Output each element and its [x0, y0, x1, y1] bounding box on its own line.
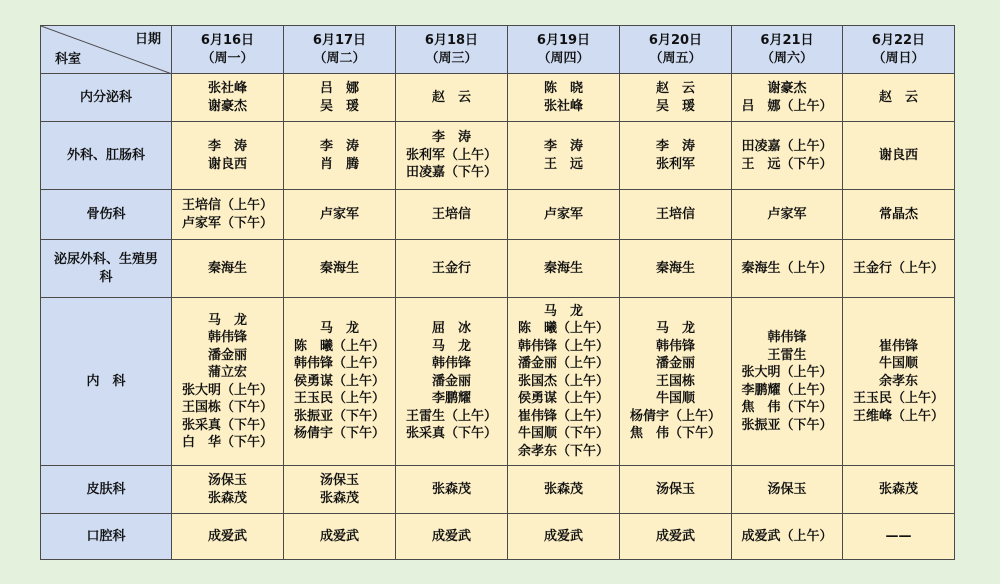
doctor-name: 成爱武（上午） [741, 528, 833, 544]
doctor-name: 赵 云 [878, 89, 918, 105]
department-name-line: 口腔科 [86, 528, 126, 544]
duty-cell [172, 190, 284, 240]
day-header [843, 26, 955, 74]
duty-cell [396, 190, 508, 240]
doctor-name: 王雷生 [767, 347, 807, 363]
department-name-line: 科 [99, 269, 113, 285]
doctor-name: 马 龙 [319, 321, 359, 337]
duty-cell [396, 122, 508, 190]
doctor-name: 杨倩宇（上午） [629, 408, 721, 424]
doctor-name: 潘金丽（上午） [517, 356, 609, 372]
doctor-name: 侯勇谋（上午） [293, 373, 385, 389]
duty-cell [620, 190, 732, 240]
duty-cell [843, 240, 955, 298]
department-name-line: 外科、肛肠科 [66, 147, 145, 163]
doctor-name: 崔伟锋（上午） [517, 408, 609, 424]
doctor-name: 马 龙 [207, 312, 247, 328]
duty-cell [172, 122, 284, 190]
doctor-name: 王国栋 [655, 373, 695, 389]
doctor-name: 王 远 [543, 156, 583, 172]
doctor-name: 张社峰 [543, 98, 583, 114]
doctor-name: 余孝东 [878, 373, 918, 389]
doctor-name: 成爱武 [319, 528, 359, 544]
doctor-name: 成爱武 [207, 528, 247, 544]
doctor-name: 秦海生 [319, 260, 359, 276]
doctor-name: 汤保玉 [767, 481, 807, 497]
doctor-name: 张采真（下午） [405, 426, 497, 442]
department-name-line: 内 科 [86, 373, 126, 389]
duty-cell [620, 514, 732, 560]
corner-date-label: 日期 [134, 32, 161, 47]
day-weekday: （周二） [313, 50, 366, 66]
doctor-name: 陈 曦（上午） [517, 321, 609, 337]
doctor-name: 谢良西 [207, 156, 247, 172]
day-weekday: （周五） [649, 50, 702, 66]
doctor-name: 谢豪杰 [207, 98, 247, 114]
doctor-name: 张森茂 [878, 481, 918, 497]
day-header [396, 26, 508, 74]
doctor-name: 蒲立宏 [207, 365, 247, 380]
doctor-name: 余孝东（下午） [517, 443, 609, 459]
doctor-name: 王玉民（上午） [293, 391, 385, 407]
doctor-name: 白 华（下午） [181, 435, 273, 450]
doctor-name: 田凌嘉（上午） [741, 139, 833, 154]
doctor-name: 卢家军 [543, 206, 583, 222]
duty-cell [396, 466, 508, 514]
duty-cell [732, 190, 843, 240]
duty-cell [843, 74, 955, 122]
doctor-name: 秦海生 [543, 260, 583, 276]
department-name [41, 514, 172, 560]
duty-cell [284, 298, 396, 466]
doctor-name: 侯勇谋（上午） [517, 391, 609, 407]
day-weekday: （周四） [537, 50, 590, 66]
doctor-name: —— [885, 528, 912, 544]
doctor-name: 王培信（上午） [181, 198, 273, 213]
doctor-name: 张利军（上午） [405, 147, 497, 163]
duty-cell [843, 514, 955, 560]
doctor-name: 谢豪杰 [767, 81, 807, 96]
doctor-name: 李鹏耀（上午） [741, 382, 833, 398]
doctor-name: 赵 云 [655, 81, 695, 96]
duty-cell [172, 240, 284, 298]
department-name-line: 骨伤科 [86, 206, 126, 222]
duty-cell [172, 74, 284, 122]
department-name [41, 122, 172, 190]
day-header [508, 26, 620, 74]
duty-cell [284, 74, 396, 122]
duty-cell [732, 514, 843, 560]
doctor-name: 张大明（上午） [741, 365, 833, 380]
doctor-name: 焦 伟（下午） [741, 400, 833, 415]
doctor-name: 卢家军 [319, 206, 359, 222]
day-header [732, 26, 843, 74]
doctor-name: 牛国顺（下午） [517, 426, 609, 442]
doctor-name: 韩伟锋 [767, 330, 807, 345]
doctor-name: 张振亚（下午） [293, 408, 385, 424]
doctor-name: 张社峰 [207, 81, 247, 96]
duty-cell [396, 514, 508, 560]
doctor-name: 王培信 [655, 206, 695, 222]
duty-cell [508, 466, 620, 514]
doctor-name: 韩伟锋 [207, 330, 247, 345]
doctor-name: 赵 云 [431, 89, 471, 105]
duty-cell [620, 240, 732, 298]
department-name [41, 240, 172, 298]
day-date: 6月19日 [536, 33, 591, 48]
duty-cell [508, 240, 620, 298]
doctor-name: 张森茂 [207, 490, 247, 506]
duty-cell [843, 298, 955, 466]
doctor-name: 陈 晓 [543, 81, 583, 96]
doctor-name: 潘金丽 [431, 373, 471, 389]
doctor-name: 汤保玉 [655, 481, 695, 497]
day-date: 6月22日 [871, 33, 926, 48]
department-row [41, 74, 955, 122]
doctor-name: 王培信 [431, 206, 471, 222]
doctor-name: 马 龙 [431, 338, 471, 354]
doctor-name: 李 涛 [319, 139, 359, 154]
day-weekday: （周日） [872, 50, 925, 66]
doctor-name: 谢良西 [878, 147, 918, 163]
duty-cell [396, 74, 508, 122]
duty-cell [732, 74, 843, 122]
doctor-name: 成爱武 [431, 528, 471, 544]
doctor-name: 王 远（下午） [741, 156, 833, 172]
doctor-name: 牛国顺 [655, 391, 695, 407]
duty-cell [396, 240, 508, 298]
duty-cell [396, 298, 508, 466]
duty-cell [284, 466, 396, 514]
doctor-name: 陈 曦（上午） [293, 338, 385, 354]
department-name [41, 466, 172, 514]
doctor-name: 马 龙 [543, 303, 583, 319]
duty-cell [284, 190, 396, 240]
doctor-name: 吕 娜 [319, 81, 359, 96]
duty-cell [508, 514, 620, 560]
day-weekday: （周一） [201, 50, 254, 66]
duty-cell [508, 298, 620, 466]
doctor-name: 吴 瑗 [319, 98, 359, 114]
duty-cell [284, 514, 396, 560]
department-row [41, 122, 955, 190]
duty-cell [172, 514, 284, 560]
doctor-name: 李 涛 [207, 139, 247, 154]
day-date: 6月20日 [648, 33, 703, 48]
duty-cell [284, 122, 396, 190]
day-header [172, 26, 284, 74]
doctor-name: 肖 腾 [319, 156, 359, 172]
doctor-name: 张森茂 [319, 490, 359, 506]
day-date: 6月21日 [760, 33, 814, 48]
day-header [620, 26, 732, 74]
duty-cell [508, 74, 620, 122]
doctor-name: 韩伟锋 [431, 356, 471, 372]
duty-cell [620, 74, 732, 122]
doctor-name: 田凌嘉（下午） [405, 165, 497, 181]
doctor-name: 潘金丽 [655, 356, 695, 372]
doctor-name: 张国杰（上午） [517, 373, 609, 389]
duty-cell [843, 190, 955, 240]
roster-body [41, 74, 955, 560]
day-weekday: （周三） [425, 50, 478, 66]
duty-cell [732, 122, 843, 190]
duty-cell [172, 298, 284, 466]
doctor-name: 成爱武 [655, 528, 695, 544]
doctor-name: 韩伟锋（上午） [517, 338, 609, 354]
duty-cell [843, 122, 955, 190]
doctor-name: 李 涛 [431, 130, 471, 146]
department-name-line: 泌尿外科、生殖男 [53, 252, 158, 267]
day-date: 6月16日 [200, 33, 255, 48]
department-name-line: 皮肤科 [86, 481, 126, 497]
doctor-name: 常晶杰 [878, 206, 918, 222]
department-row [41, 240, 955, 298]
department-name [41, 74, 172, 122]
doctor-name: 韩伟锋 [655, 338, 695, 354]
doctor-name: 屈 冰 [431, 321, 471, 337]
doctor-name: 潘金丽 [207, 347, 247, 363]
duty-cell [508, 122, 620, 190]
doctor-name: 王国栋（下午） [181, 400, 273, 415]
doctor-name: 汤保玉 [319, 473, 359, 488]
duty-cell [620, 122, 732, 190]
doctor-name: 卢家军 [767, 206, 807, 222]
day-header [284, 26, 396, 74]
doctor-name: 张振亚（下午） [741, 417, 833, 433]
doctor-name: 张大明（上午） [181, 382, 273, 398]
department-name [41, 190, 172, 240]
day-date: 6月17日 [312, 33, 367, 48]
doctor-name: 王金行（上午） [852, 260, 944, 276]
duty-roster-table [40, 25, 955, 560]
doctor-name: 李 涛 [655, 139, 695, 154]
doctor-name: 焦 伟（下午） [629, 426, 721, 442]
doctor-name: 张森茂 [543, 481, 583, 497]
doctor-name: 李鹏耀 [431, 391, 471, 407]
department-name-line: 内分泌科 [79, 89, 132, 105]
doctor-name: 秦海生 [207, 260, 247, 276]
day-weekday: （周六） [760, 50, 813, 66]
doctor-name: 吕 娜（上午） [741, 98, 833, 114]
department-row [41, 190, 955, 240]
doctor-name: 王维峰（上午） [852, 408, 944, 424]
doctor-name: 秦海生 [655, 260, 695, 276]
doctor-name: 张森茂 [431, 481, 471, 497]
department-row [41, 298, 955, 466]
day-date: 6月18日 [424, 33, 479, 48]
doctor-name: 杨倩宇（下午） [293, 426, 385, 442]
doctor-name: 王金行 [431, 260, 471, 276]
duty-cell [732, 240, 843, 298]
doctor-name: 成爱武 [543, 528, 583, 544]
doctor-name: 崔伟锋 [878, 338, 918, 354]
doctor-name: 王玉民（上午） [852, 391, 944, 407]
doctor-name: 牛国顺 [878, 356, 918, 372]
corner-dept-label: 科室 [55, 51, 82, 67]
doctor-name: 汤保玉 [207, 473, 247, 488]
duty-cell [732, 466, 843, 514]
duty-cell [508, 190, 620, 240]
doctor-name: 张采真（下午） [181, 417, 273, 433]
duty-cell [620, 298, 732, 466]
department-name [41, 298, 172, 466]
duty-cell [172, 466, 284, 514]
doctor-name: 卢家军（下午） [181, 215, 273, 231]
doctor-name: 张利军 [655, 156, 695, 172]
header-row [41, 26, 955, 74]
doctor-name: 李 涛 [543, 139, 583, 154]
corner-header [41, 26, 172, 74]
duty-cell [284, 240, 396, 298]
department-row [41, 514, 955, 560]
doctor-name: 韩伟锋（上午） [293, 356, 385, 372]
duty-cell [620, 466, 732, 514]
duty-cell [843, 466, 955, 514]
doctor-name: 吴 瑗 [655, 98, 695, 114]
duty-cell [732, 298, 843, 466]
doctor-name: 王雷生（上午） [405, 408, 497, 424]
department-row [41, 466, 955, 514]
doctor-name: 秦海生（上午） [741, 260, 833, 276]
doctor-name: 马 龙 [655, 321, 695, 337]
